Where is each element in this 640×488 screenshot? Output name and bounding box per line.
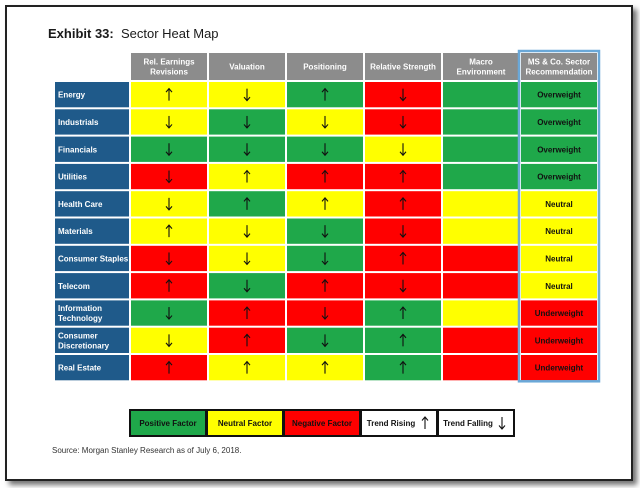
title-text: Sector Heat Map xyxy=(120,26,219,41)
row-header-label: Financials xyxy=(58,145,98,155)
heat-cell xyxy=(443,300,519,325)
row-header-label: Information xyxy=(58,304,102,314)
recommendation-label: Underweight xyxy=(534,309,584,319)
row-header-label: Industrials xyxy=(58,117,99,127)
row-header-label: Discretionary xyxy=(58,341,110,351)
row-header-label: Consumer Staples xyxy=(58,254,129,264)
row-header-label: Utilities xyxy=(58,172,87,182)
legend-label: Trend Rising xyxy=(366,419,416,428)
row-header-label: Materials xyxy=(58,227,93,237)
heat-cell xyxy=(443,109,519,134)
heat-cell xyxy=(443,164,519,189)
column-header-label: Revisions xyxy=(150,67,188,77)
recommendation-label: Underweight xyxy=(534,336,584,346)
heat-cell xyxy=(443,273,519,298)
legend-label: Trend Falling xyxy=(443,419,493,428)
heat-cell xyxy=(443,219,519,244)
recommendation-label: Overweight xyxy=(537,90,581,100)
recommendation-label: Neutral xyxy=(545,227,573,237)
heat-cell xyxy=(443,246,519,271)
recommendation-label: Overweight xyxy=(537,117,581,127)
heat-cell xyxy=(443,355,519,380)
exhibit-label: Exhibit 33: xyxy=(48,26,114,41)
row-header-label: Energy xyxy=(58,90,86,100)
heat-cell xyxy=(443,137,519,162)
column-header-label: MS & Co. Sector xyxy=(527,57,591,67)
source-note: Source: Morgan Stanley Research as of July 6, 2018. xyxy=(52,446,242,455)
recommendation-label: Overweight xyxy=(537,172,581,182)
recommendation-label: Underweight xyxy=(534,363,584,373)
recommendation-label: Neutral xyxy=(545,199,573,209)
recommendation-label: Neutral xyxy=(545,281,573,291)
column-header-label: Recommendation xyxy=(525,67,593,77)
row-header-label: Consumer xyxy=(58,331,98,341)
legend-label: Neutral Factor xyxy=(217,419,273,428)
column-header-label: Positioning xyxy=(303,62,347,72)
row-header-label: Technology xyxy=(58,314,103,324)
row-header-label: Telecom xyxy=(58,281,90,291)
row-header-label: Health Care xyxy=(58,199,103,209)
recommendation-label: Overweight xyxy=(537,145,581,155)
column-header-label: Relative Strength xyxy=(370,62,436,72)
row-header-label: Real Estate xyxy=(58,363,102,373)
heat-cell xyxy=(443,328,519,353)
legend-label: Positive Factor xyxy=(139,419,197,428)
heat-cell xyxy=(443,191,519,216)
column-header-label: Environment xyxy=(456,67,506,77)
heat-cell xyxy=(443,82,519,107)
legend-label: Negative Factor xyxy=(291,419,353,428)
column-header-label: Valuation xyxy=(229,62,265,72)
recommendation-label: Neutral xyxy=(545,254,573,264)
column-header-label: Rel. Earnings xyxy=(143,57,195,67)
column-header-label: Macro xyxy=(469,57,493,67)
